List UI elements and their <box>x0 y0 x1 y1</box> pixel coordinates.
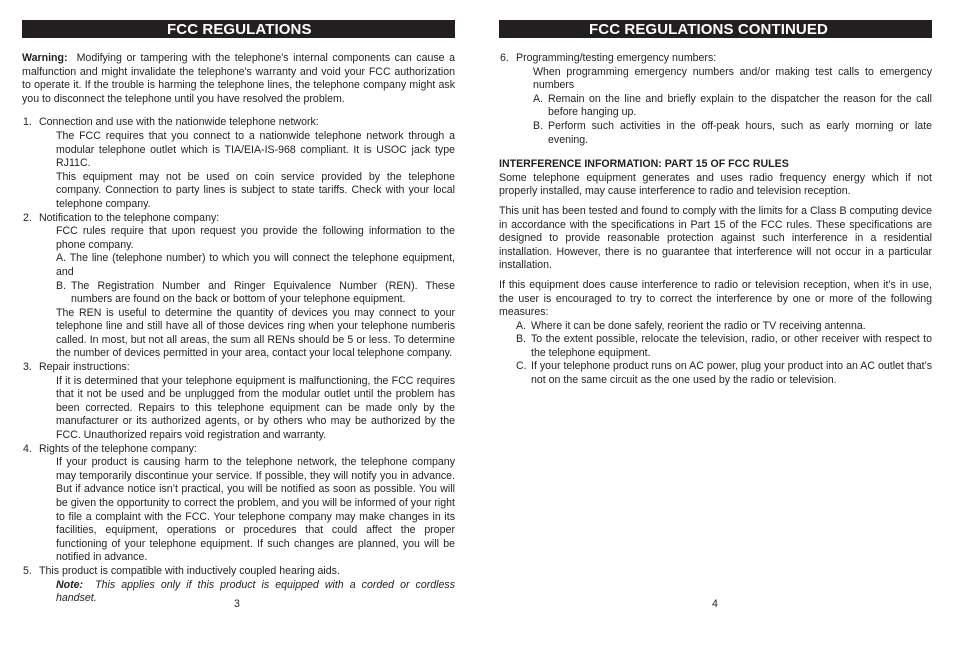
measure-text: Where it can be done safely, reorient the radio or TV receiving antenna. <box>531 319 866 332</box>
item-number: 4. <box>23 442 32 455</box>
sub-item-label: A. <box>533 92 544 105</box>
page-title-bar <box>22 20 455 38</box>
measure-item <box>499 333 932 360</box>
measure-text: To the extent possible, relocate the television, radio, or other receiver with respect to the telephone equipment. <box>531 333 932 359</box>
list-item <box>22 361 455 443</box>
item-heading: Notification to the telephone company: <box>39 211 220 224</box>
item-paragraph: When programming emergency numbers and/or making test calls to emergency numbers <box>533 65 932 92</box>
paragraph: This unit has been tested and found to comply with the limits for a Class B computing device in accordance with the specifications in Part 15 of the FCC rules. These specifications are designed to provide reasonable protection against such interference in a residential installation. However, there is no guarantee that interference will not occur in a particular installation. <box>499 204 932 272</box>
item-number: 3. <box>23 361 32 374</box>
left-page <box>22 20 455 606</box>
note-text: This applies only if this product is equipped with a corded or cordless handset. <box>56 578 455 605</box>
sub-item <box>39 280 455 307</box>
sub-item-label: B. <box>56 279 67 292</box>
item-heading: Connection and use with the nationwide telephone network: <box>39 116 319 129</box>
item-paragraph: FCC rules require that upon request you provide the following information to the phone company. <box>56 225 455 251</box>
item-paragraph: This equipment may not be used on coin service provided by the telephone company. Connection to party lines is subject to state tariffs. Check with your local telephone company. <box>56 170 455 210</box>
item-heading: Repair instructions: <box>39 361 130 374</box>
sub-item <box>516 93 932 120</box>
right-page <box>499 20 932 388</box>
note-label: Note: <box>56 578 84 591</box>
section-heading: INTERFERENCE INFORMATION: PART 15 OF FCC RULES <box>499 158 789 171</box>
sub-item-text: The line (telephone number) to which you will connect the telephone equipment, and <box>56 252 455 278</box>
measure-label: A. <box>516 319 527 332</box>
list-item <box>22 116 455 211</box>
sub-item-text: Remain on the line and briefly explain to the dispatcher the reason for the call before hanging up. <box>548 92 932 119</box>
paragraph: Some telephone equipment generates and uses radio frequency energy which if not properly installed, may cause interference to radio and television reception. <box>499 171 932 198</box>
sub-item-text: The Registration Number and Ringer Equivalence Number (REN). These numbers are found on the back or bottom of your telephone equipment. <box>71 279 455 306</box>
measure-label: B. <box>516 333 527 346</box>
measure-text: If your telephone product runs on AC power, plug your product into an AC outlet that’s not on the same circuit as the one used by the radio or television. <box>531 360 932 387</box>
measure-item <box>499 320 932 334</box>
measure-item <box>499 360 932 387</box>
item-number: 5. <box>23 564 32 577</box>
page-title: FCC REGULATIONS CONTINUED <box>589 21 828 38</box>
page-title-bar <box>499 20 932 38</box>
item-heading: Rights of the telephone company: <box>39 442 197 455</box>
item-paragraph: If your product is causing harm to the telephone network, the telephone company may temporarily discontinue your service. If possible, they will notify you in advance. But if advance notice isn’t practical, you will be notified as soon as possible. You will be given the opportunity to correct the problem, and you will be informed of your right to file a complaint with the FCC. Your telephone company may make changes in its facilities, equipment, operations or procedures that could affect the proper functioning of your telephone equipment. If such changes are planned, you will be notified in advance. <box>56 456 455 564</box>
list-item <box>22 443 455 565</box>
page-number: 4 <box>712 598 718 610</box>
sub-item-label: B. <box>533 119 544 132</box>
warning-paragraph <box>22 52 455 106</box>
measure-label: C. <box>516 360 527 373</box>
warning-label: Warning: <box>22 52 68 64</box>
note <box>39 579 455 606</box>
list-item <box>499 52 932 147</box>
paragraph: If this equipment does cause interference to radio or television reception, when it’s in use, the user is encouraged to try to correct the interference by one or more of the following measures: <box>499 278 932 319</box>
sub-item <box>516 120 932 147</box>
list-item <box>22 212 455 362</box>
item-number: 6. <box>500 52 509 64</box>
sub-item <box>39 252 455 279</box>
sub-item-text: Perform such activities in the off-peak hours, such as early morning or late evening. <box>548 119 932 146</box>
item-heading: This product is compatible with inductively coupled hearing aids. <box>39 564 340 577</box>
item-number: 1. <box>23 116 32 129</box>
item-number: 2. <box>23 211 32 224</box>
page-title: FCC REGULATIONS <box>167 21 312 38</box>
item-heading: Programming/testing emergency numbers: <box>516 52 717 64</box>
item-paragraph: If it is determined that your telephone equipment is malfunctioning, the FCC requires that it not be used and be unplugged from the modular outlet until the problem has been corrected. Repairs to this telephone equipment can be made only by the manufacturer or its authorized agents, or by others who may be authorized by the FCC. Unauthorized repairs void registration and warranty. <box>56 374 455 442</box>
item-paragraph: The FCC requires that you connect to a nationwide telephone network through a modular telephone outlet which is TIA/EIA-IS-968 compliant. It is USOC jack type RJ11C. <box>56 129 455 170</box>
sub-item-label: A. <box>56 252 67 265</box>
item-paragraph: The REN is useful to determine the quantity of devices you may connect to your telephone line and still have all of those devices ring when your telephone numberis called. In most, but not all areas, the sum all RENs should be 5 or less. To determine the number of devices permitted in your area, contact your local telephone company. <box>56 306 455 360</box>
warning-text: Modifying or tampering with the telephone's internal components can cause a malfunction and might invalidate the telephone's warranty and void your FCC authorization to operate it. If the trouble is harming the telephone lines, the telephone company might ask you to disconnect the telephone until you have resolved the problem. <box>22 52 455 105</box>
page-number: 3 <box>234 598 240 610</box>
